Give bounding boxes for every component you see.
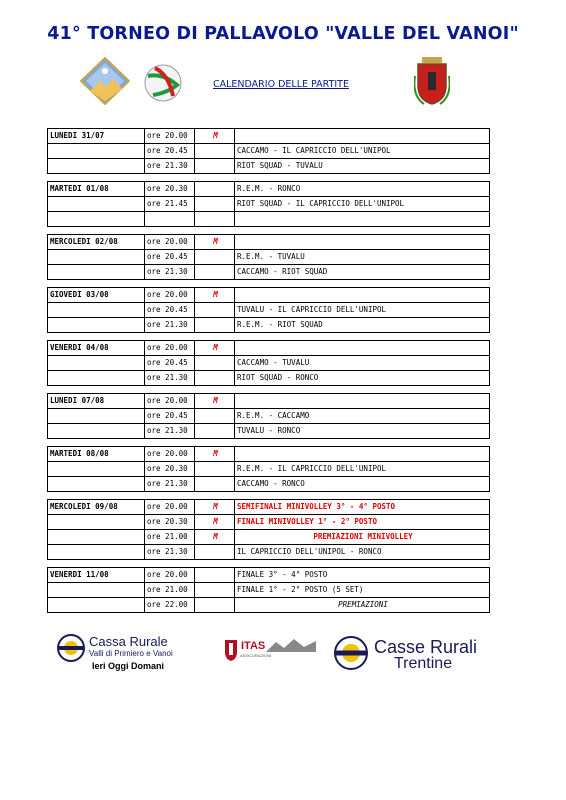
page-title: 41° TORNEO DI PALLAVOLO "VALLE DEL VANOI" — [47, 24, 519, 44]
table-row — [48, 500, 490, 515]
match-cell: FINALE 1° - 2° POSTO (5 SET) — [235, 583, 490, 598]
table-row — [48, 477, 490, 492]
time-cell: ore 22.00 — [145, 598, 195, 613]
day-cell: MARTEDI 08/08 — [48, 447, 145, 462]
match-cell — [235, 288, 490, 303]
itas-name: ITAS — [241, 640, 266, 652]
spacer-cell — [145, 227, 195, 235]
match-calendar-table — [47, 128, 490, 613]
time-cell: ore 20.45 — [145, 356, 195, 371]
minivolley-mark-cell — [195, 182, 235, 197]
table-row — [48, 265, 490, 280]
day-cell — [48, 477, 145, 492]
calendar-subtitle: CALENDARIO DELLE PARTITE — [213, 79, 349, 90]
table-row — [48, 129, 490, 144]
time-cell: ore 20.45 — [145, 409, 195, 424]
match-cell — [235, 235, 490, 250]
day-cell — [48, 409, 145, 424]
minivolley-mark-cell: M — [195, 530, 235, 545]
spacer-cell — [195, 439, 235, 447]
table-row — [48, 515, 490, 530]
minivolley-mark-cell: M — [195, 235, 235, 250]
spacer-row — [48, 174, 490, 182]
cassa-rurale-name: Cassa Rurale — [89, 634, 168, 649]
match-cell: CACCAMO - TUVALU — [235, 356, 490, 371]
table-row — [48, 530, 490, 545]
minivolley-mark-cell: M — [195, 341, 235, 356]
day-cell: VENERDI 04/08 — [48, 341, 145, 356]
spacer-row — [48, 439, 490, 447]
time-cell: ore 20.00 — [145, 129, 195, 144]
spacer-cell — [48, 174, 145, 182]
time-cell — [145, 212, 195, 227]
minivolley-mark-cell — [195, 197, 235, 212]
minivolley-mark-cell — [195, 424, 235, 439]
minivolley-mark-cell — [195, 462, 235, 477]
table-row — [48, 288, 490, 303]
spacer-cell — [48, 560, 145, 568]
minivolley-mark-cell — [195, 598, 235, 613]
spacer-cell — [145, 439, 195, 447]
minivolley-mark-cell — [195, 371, 235, 386]
club-logo — [80, 57, 130, 105]
minivolley-mark-cell — [195, 318, 235, 333]
minivolley-mark-cell — [195, 583, 235, 598]
table-row — [48, 356, 490, 371]
match-cell: R.E.M. - TUVALU — [235, 250, 490, 265]
spacer-cell — [235, 439, 490, 447]
table-row — [48, 447, 490, 462]
match-cell — [235, 341, 490, 356]
minivolley-mark-cell — [195, 356, 235, 371]
time-cell: ore 20.30 — [145, 462, 195, 477]
time-cell: ore 20.30 — [145, 182, 195, 197]
table-row — [48, 394, 490, 409]
day-cell — [48, 424, 145, 439]
day-cell — [48, 515, 145, 530]
table-row — [48, 424, 490, 439]
minivolley-mark-cell — [195, 545, 235, 560]
day-cell: GIOVEDI 03/08 — [48, 288, 145, 303]
spacer-cell — [145, 174, 195, 182]
spacer-cell — [48, 386, 145, 394]
cassa-rurale-logo-icon — [56, 633, 86, 663]
table-row — [48, 462, 490, 477]
spacer-row — [48, 386, 490, 394]
minivolley-mark-cell — [195, 212, 235, 227]
table-row — [48, 598, 490, 613]
table-row — [48, 583, 490, 598]
spacer-row — [48, 333, 490, 341]
match-cell: TUVALU - IL CAPRICCIO DELL'UNIPOL — [235, 303, 490, 318]
minivolley-mark-cell — [195, 144, 235, 159]
spacer-cell — [145, 386, 195, 394]
spacer-cell — [195, 227, 235, 235]
match-cell: RIOT SQUAD - TUVALU — [235, 159, 490, 174]
minivolley-mark-cell: M — [195, 447, 235, 462]
day-cell — [48, 250, 145, 265]
time-cell: ore 21.30 — [145, 265, 195, 280]
table-row — [48, 341, 490, 356]
casse-rurali-line1: Casse Rurali — [374, 637, 478, 657]
itas-mountain-icon — [266, 638, 316, 652]
table-row — [48, 144, 490, 159]
time-cell: ore 20.45 — [145, 144, 195, 159]
time-cell: ore 21.30 — [145, 424, 195, 439]
match-cell: RIOT SQUAD - IL CAPRICCIO DELL'UNIPOL — [235, 197, 490, 212]
spacer-cell — [235, 492, 490, 500]
day-cell — [48, 159, 145, 174]
day-cell — [48, 545, 145, 560]
table-row — [48, 409, 490, 424]
day-cell: MARTEDI 01/08 — [48, 182, 145, 197]
day-cell — [48, 144, 145, 159]
table-row — [48, 303, 490, 318]
spacer-row — [48, 227, 490, 235]
time-cell: ore 20.00 — [145, 394, 195, 409]
match-cell: FINALE 3° - 4° POSTO — [235, 568, 490, 583]
table-row — [48, 250, 490, 265]
day-cell — [48, 598, 145, 613]
minivolley-mark-cell — [195, 250, 235, 265]
spacer-cell — [48, 439, 145, 447]
spacer-cell — [235, 174, 490, 182]
time-cell: ore 21.30 — [145, 477, 195, 492]
cassa-rurale-subtitle: Valli di Primiero e Vanoi — [89, 649, 173, 658]
spacer-cell — [145, 333, 195, 341]
day-cell — [48, 303, 145, 318]
spacer-cell — [48, 280, 145, 288]
minivolley-mark-cell: M — [195, 394, 235, 409]
day-cell: MERCOLEDI 09/08 — [48, 500, 145, 515]
spacer-cell — [145, 492, 195, 500]
match-cell — [235, 129, 490, 144]
day-cell — [48, 356, 145, 371]
spacer-cell — [235, 560, 490, 568]
casse-rurali-line2: Trentine — [394, 655, 453, 672]
spacer-cell — [195, 280, 235, 288]
table-row — [48, 159, 490, 174]
time-cell: ore 21.00 — [145, 530, 195, 545]
spacer-cell — [195, 174, 235, 182]
spacer-row — [48, 492, 490, 500]
day-cell — [48, 583, 145, 598]
minivolley-mark-cell — [195, 303, 235, 318]
day-cell — [48, 265, 145, 280]
minivolley-mark-cell — [195, 265, 235, 280]
spacer-cell — [195, 492, 235, 500]
minivolley-mark-cell — [195, 409, 235, 424]
spacer-cell — [145, 280, 195, 288]
match-cell: R.E.M. - IL CAPRICCIO DELL'UNIPOL — [235, 462, 490, 477]
table-row — [48, 568, 490, 583]
time-cell: ore 21.30 — [145, 318, 195, 333]
match-cell: CACCAMO - RONCO — [235, 477, 490, 492]
spacer-cell — [48, 227, 145, 235]
time-cell: ore 21.00 — [145, 583, 195, 598]
match-cell: SEMIFINALI MINIVOLLEY 3° - 4° POSTO — [235, 500, 490, 515]
spacer-row — [48, 560, 490, 568]
match-cell: CACCAMO - IL CAPRICCIO DELL'UNIPOL — [235, 144, 490, 159]
time-cell: ore 20.00 — [145, 447, 195, 462]
cassa-rurale-motto: Ieri Oggi Domani — [92, 661, 165, 671]
spacer-cell — [195, 560, 235, 568]
time-cell: ore 20.00 — [145, 568, 195, 583]
time-cell: ore 20.00 — [145, 341, 195, 356]
table-row — [48, 212, 490, 227]
spacer-cell — [235, 386, 490, 394]
itas-crest-icon — [223, 638, 239, 662]
spacer-cell — [195, 333, 235, 341]
spacer-row — [48, 280, 490, 288]
day-cell — [48, 197, 145, 212]
spacer-cell — [235, 227, 490, 235]
minivolley-mark-cell: M — [195, 129, 235, 144]
minivolley-mark-cell: M — [195, 515, 235, 530]
match-cell: R.E.M. - RIOT SQUAD — [235, 318, 490, 333]
minivolley-mark-cell: M — [195, 500, 235, 515]
volleyball-logo — [143, 63, 183, 103]
match-cell: IL CAPRICCIO DELL'UNIPOL - RONCO — [235, 545, 490, 560]
match-cell — [235, 394, 490, 409]
minivolley-mark-cell — [195, 568, 235, 583]
table-row — [48, 182, 490, 197]
time-cell: ore 20.00 — [145, 500, 195, 515]
municipal-crest-logo — [414, 56, 450, 106]
minivolley-mark-cell — [195, 477, 235, 492]
time-cell: ore 21.45 — [145, 197, 195, 212]
minivolley-mark-cell: M — [195, 288, 235, 303]
spacer-cell — [195, 386, 235, 394]
time-cell: ore 21.30 — [145, 545, 195, 560]
time-cell: ore 21.30 — [145, 159, 195, 174]
match-cell: PREMIAZIONI — [235, 598, 490, 613]
time-cell: ore 20.00 — [145, 235, 195, 250]
time-cell: ore 20.45 — [145, 303, 195, 318]
table-row — [48, 197, 490, 212]
table-row — [48, 318, 490, 333]
time-cell: ore 20.30 — [145, 515, 195, 530]
match-cell: RIOT SQUAD - RONCO — [235, 371, 490, 386]
spacer-cell — [48, 492, 145, 500]
day-cell: LUNEDI 31/07 — [48, 129, 145, 144]
day-cell: MERCOLEDI 02/08 — [48, 235, 145, 250]
table-row — [48, 545, 490, 560]
casse-rurali-trentine-logo-icon — [333, 635, 369, 671]
spacer-cell — [235, 333, 490, 341]
day-cell — [48, 318, 145, 333]
day-cell: VENERDI 11/08 — [48, 568, 145, 583]
match-cell: FINALI MINIVOLLEY 1° - 2° POSTO — [235, 515, 490, 530]
table-row — [48, 235, 490, 250]
match-cell: PREMIAZIONI MINIVOLLEY — [235, 530, 490, 545]
day-cell — [48, 530, 145, 545]
spacer-cell — [48, 333, 145, 341]
spacer-cell — [235, 280, 490, 288]
itas-subtitle: ASSICURAZIONI — [240, 653, 272, 658]
day-cell — [48, 462, 145, 477]
time-cell: ore 21.30 — [145, 371, 195, 386]
time-cell: ore 20.00 — [145, 288, 195, 303]
day-cell — [48, 371, 145, 386]
match-cell: R.E.M. - RONCO — [235, 182, 490, 197]
time-cell: ore 20.45 — [145, 250, 195, 265]
match-cell — [235, 447, 490, 462]
match-cell: CACCAMO - RIOT SQUAD — [235, 265, 490, 280]
day-cell — [48, 212, 145, 227]
match-cell: R.E.M. - CACCAMO — [235, 409, 490, 424]
minivolley-mark-cell — [195, 159, 235, 174]
spacer-cell — [145, 560, 195, 568]
match-cell — [235, 212, 490, 227]
day-cell: LUNEDI 07/08 — [48, 394, 145, 409]
match-cell: TUVALU - RONCO — [235, 424, 490, 439]
table-row — [48, 371, 490, 386]
